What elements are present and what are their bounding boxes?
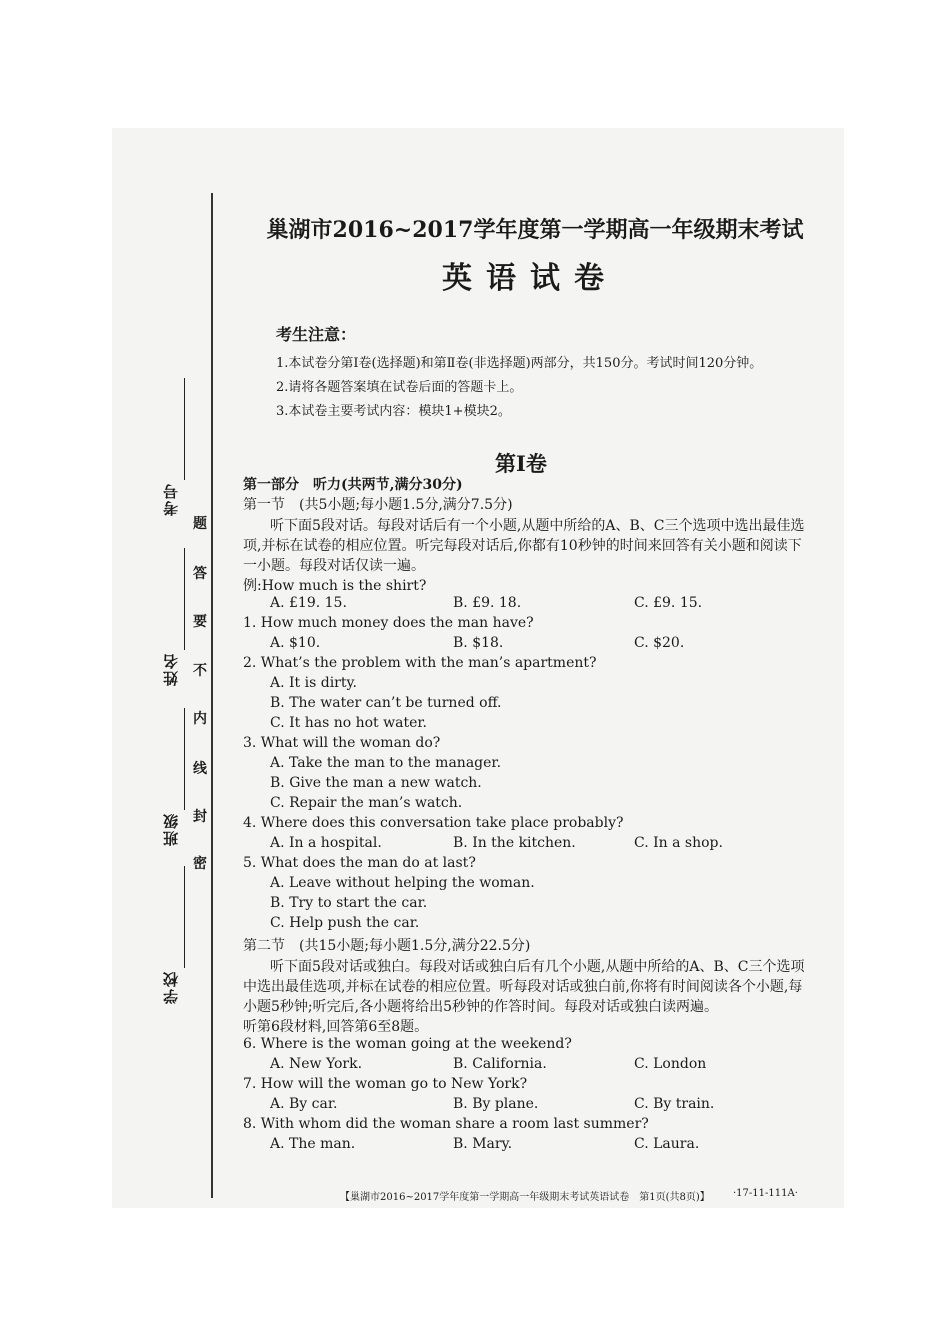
option-a: A. The man.: [270, 1136, 356, 1152]
option-a: A. New York.: [270, 1056, 363, 1072]
seal-char: 要: [193, 614, 207, 630]
question-2: 2. What’s the problem with the man’s apartment?: [243, 655, 597, 671]
instructions-line: 听第6段材料,回答第6至8题。: [243, 1019, 429, 1035]
question-7: 7. How will the woman go to New York?: [243, 1076, 528, 1092]
exam-title: 巢湖市2016~2017学年度第一学期高一年级期末考试: [266, 217, 804, 243]
option-c: C. In a shop.: [634, 835, 723, 851]
option-b: B. £9. 18.: [453, 595, 522, 611]
side-label-school: 学校: [162, 970, 180, 1004]
option-a: A. £19. 15.: [270, 595, 347, 611]
option-b: B. Give the man a new watch.: [270, 775, 482, 791]
example-question: 例:How much is the shirt?: [243, 578, 427, 594]
instructions-line: 一小题。每段对话仅读一遍。: [243, 558, 425, 574]
option-a: A. In a hospital.: [270, 835, 382, 851]
exam-number-blank: [184, 378, 185, 480]
side-label-exam-number: 考号: [162, 482, 180, 516]
question-6: 6. Where is the woman going at the weekend?: [243, 1036, 572, 1052]
instructions-line: 中选出最佳选项,并标在试卷的相应位置。听每段对话或独白前,你将有时间阅读各个小题,每: [243, 979, 803, 995]
option-a: A. Leave without helping the woman.: [270, 875, 535, 891]
notice-item: 1.本试卷分第Ⅰ卷(选择题)和第Ⅱ卷(非选择题)两部分，共150分。考试时间120分钟。: [276, 356, 763, 371]
instructions-line: 听下面5段对话或独白。每段对话或独白后有几个小题,从题中所给的A、B、C三个选项: [270, 959, 805, 975]
binding-line: [211, 193, 213, 1198]
question-1: 1. How much money does the man have?: [243, 615, 534, 631]
option-b: B. Try to start the car.: [270, 895, 428, 911]
question-3: 3. What will the woman do?: [243, 735, 441, 751]
instructions-line: 小题5秒钟;听完后,各小题将给出5秒钟的作答时间。每段对话或独白读两遍。: [243, 999, 718, 1015]
question-5: 5. What does the man do at last?: [243, 855, 476, 871]
instructions-line: 听下面5段对话。每段对话后有一个小题,从题中所给的A、B、C三个选项中选出最佳选: [270, 518, 805, 534]
option-b: B. $18.: [453, 635, 504, 651]
option-a: A. It is dirty.: [270, 675, 357, 691]
seal-char: 封: [193, 809, 207, 825]
option-c: C. Repair the man’s watch.: [270, 795, 463, 811]
option-c: C. By train.: [634, 1096, 715, 1112]
option-c: C. It has no hot water.: [270, 715, 427, 731]
class-blank: [184, 708, 185, 810]
section-heading: 第一节 (共5小题;每小题1.5分,满分7.5分): [243, 497, 513, 513]
volume-heading: 第Ⅰ卷: [495, 451, 547, 476]
question-4: 4. Where does this conversation take place probably?: [243, 815, 624, 831]
notice-heading: 考生注意：: [276, 325, 357, 344]
exam-subtitle: 英语试卷: [442, 261, 618, 296]
instructions-line: 项,并标在试卷的相应位置。听完每段对话后,你都有10秒钟的时间来回答有关小题和阅读下: [243, 538, 802, 554]
seal-char: 内: [193, 711, 207, 727]
side-label-class: 班级: [162, 812, 180, 846]
option-b: B. By plane.: [453, 1096, 539, 1112]
option-a: A. By car.: [270, 1096, 338, 1112]
option-b: B. In the kitchen.: [453, 835, 576, 851]
name-blank: [184, 548, 185, 650]
notice-item: 3.本试卷主要考试内容：模块1+模块2。: [276, 404, 511, 419]
side-label-name: 姓名: [162, 652, 180, 686]
option-c: C. London: [634, 1056, 707, 1072]
option-b: B. Mary.: [453, 1136, 513, 1152]
option-a: A. $10.: [270, 635, 321, 651]
page-footer: 【巢湖市2016~2017学年度第一学期高一年级期末考试英语试卷 第1页(共8页)】: [340, 1192, 710, 1203]
notice-item: 2.请将各题答案填在试卷后面的答题卡上。: [276, 380, 523, 395]
part-heading: 第一部分 听力(共两节,满分30分): [243, 477, 463, 493]
seal-char: 题: [193, 516, 207, 532]
option-c: C. Help push the car.: [270, 915, 420, 931]
school-blank: [184, 866, 185, 968]
option-c: C. £9. 15.: [634, 595, 703, 611]
seal-char: 答: [193, 566, 207, 582]
option-a: A. Take the man to the manager.: [270, 755, 502, 771]
option-b: B. The water can’t be turned off.: [270, 695, 502, 711]
seal-char: 密: [193, 856, 207, 872]
option-b: B. California.: [453, 1056, 547, 1072]
section-heading: 第二节 (共15小题;每小题1.5分,满分22.5分): [243, 938, 531, 954]
question-8: 8. With whom did the woman share a room last summer?: [243, 1116, 649, 1132]
seal-char: 线: [193, 761, 207, 777]
option-c: C. Laura.: [634, 1136, 700, 1152]
seal-char: 不: [193, 663, 207, 679]
page-code: ·17-11-111A·: [733, 1188, 798, 1199]
option-c: C. $20.: [634, 635, 685, 651]
